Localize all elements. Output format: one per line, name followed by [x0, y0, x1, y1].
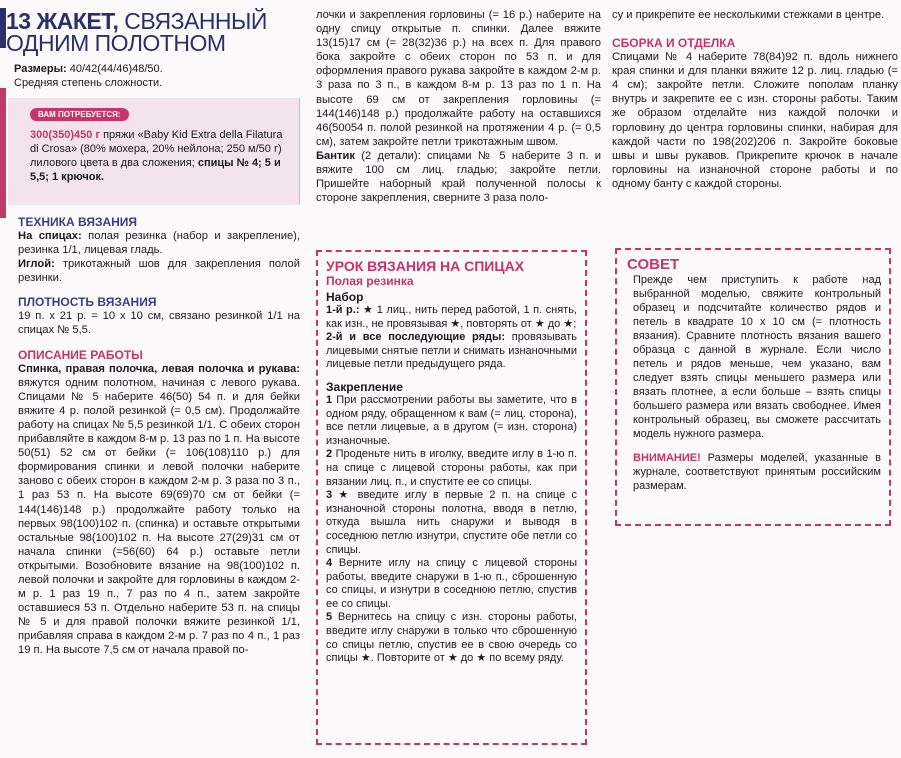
lesson-step-2 [326, 448, 577, 489]
advice-box [615, 248, 891, 526]
sizes-value: 40/42(44/46)48/50. [66, 63, 163, 75]
lesson-subtitle: Полая резинка [326, 274, 414, 288]
step1-text: При рассмотрении работы вы заметите, что в одном ряду, обращенном к вам (= лиц. сторона), все петли лицевые, а в другом (= изн. сторона) изнаночные. [326, 393, 577, 447]
advice-title: СОВЕТ [627, 256, 680, 273]
lesson-step-5 [326, 611, 577, 665]
materials-yarn: пряжи «Baby Kid Extra della Filatura di Crosa» (80% мохера, 20% нейлона; 250 м/50 г) лилового цвета в два сложения; [30, 129, 283, 169]
step-number-1: 1 [326, 393, 333, 406]
lesson-box [316, 250, 587, 745]
step5-text: Вернитесь на спицу с изн. стороны работы, введите иглу снаружи в только что сброшенную со спицы петлю, спустив ее в свою очередь со спицы ★. Повторите от ★ до ★ по всему ряду. [326, 611, 577, 665]
title-bold: ЖАКЕТ, [36, 8, 119, 34]
attention-text [627, 451, 881, 493]
density-heading: ПЛОТНОСТЬ ВЯЗАНИЯ [18, 295, 157, 310]
technique-label-2: Иглой: [18, 258, 55, 271]
decor-bar [0, 88, 6, 218]
row1-label: 1-й р.: [326, 304, 360, 316]
technique-label-1: На спицах: [18, 230, 82, 242]
description-body: вяжутся одним полотном, начиная с левого рукава. Спицами № 5 наберите 46(50) 54 п. и для бейки вяжите 4 р. полой резинкой (= 0,5 см). Продолжайте работу на спицах № 5,5 резинкой 1/1. С обеих сторон прибавляйте в каждом 8-м р. 13 раз по 1 п. На высоте 50(51) 52 см от бейки (= 106(108)110 р.) для формирования спинки и левой полочки наберите заново с обеих сторон в каждом 2-м р. 3 раза по 3 п., 1 раз 53 п. На высоте 69(69)70 см от бейки (= 144(146)148 р.) продолжайте работу только на первых 98(100)102 п. (спинка) и оставьте открытыми остальные 98(100)102 п. На высоте 27(29)31 см от начала спинки (=56(60) 64 р.) оставьте петли открытыми. Возобновите вязание на 98(100)102 п. левой полочки и закройте для горловины в каждом 2-м р. 1 раз 19 п., 7 раз по 4 п., затем закройте оставшиеся 53 п. Отдельно наберите 53 п. на спицы № 5 и для правой полочки вяжите резинкой 1/1, прибавляя справа в каждом 2-м р. 7 раз по 4 п., 1 раз 19 п. На высоте 7,5 см от начала правой по- [18, 376, 300, 657]
description-lead: Спинка, правая полочка, левая полочка и рукава: [18, 362, 300, 375]
technique-text-1 [18, 229, 300, 257]
lesson-row-1 [326, 304, 577, 331]
materials-amount: 300(350)450 г [30, 129, 101, 141]
attention-body: Размеры моделей, указанные в журнале, соответствуют принятым российским размерам. [633, 452, 881, 492]
row2-label: 2-й и все последующие ряды: [326, 331, 506, 344]
difficulty-text: Средняя степень сложности. [14, 77, 163, 89]
lesson-set-label: Набор [326, 290, 364, 304]
advice-text: Прежде чем приступить к работе над выбранной моделью, свяжите контрольный образец и подсчитайте количество рядов и петель в квадрате 10 х 10 см (= плотность вязания). Сравните плотность вязания вашего образца с данной в журнале. Если число петель и рядов меньше, чем указано, вам следует взять спицы меньшего размера или вязать плотнее, а если больше – взять спицы большего размера или вязать свободнее. Имея контрольный образец, вы сможете рассчитать модель нужного размера. [633, 274, 881, 440]
density-text: 19 п. х 21 р. = 10 х 10 см, связано резинкой 1/1 на спицах № 5,5. [18, 310, 300, 337]
step-number-4: 4 [326, 557, 333, 570]
lesson-title: УРОК ВЯЗАНИЯ НА СПИЦАХ [326, 258, 525, 274]
bow-body: (2 детали): спицами № 5 наберите 3 п. и вяжите 100 см лиц. гладью; закройте петли. Пришейте наборный край полученной полосы к стороне закрепления, сверните 3 раза поло- [316, 149, 601, 205]
lesson-row-2 [326, 331, 577, 372]
lesson-step-4 [326, 557, 577, 611]
step2-text: Проденьте нить в иголку, введите иглу в 1-ю п. на спице с лицевой стороны работы, как при вязании лиц. п., и спустите ее со спицы. [326, 448, 577, 488]
description-continued: лочки и закрепления горловины (= 16 р.) наберите на одну спицу открытые п. спинки. Далее вяжите 13(15)17 см (= 28(32)36 р.) на всех п. Для правого бока закройте с обеих сторон по 53 п. и для оформления правого рукава закройте в каждом 2-м р. 3 раза по 3 п., в каждом 8-м р. 13 раз по 1 п. На высоте 69 см от закрепления горловины (= 144(146)148 р.) продолжайте работу на оставшихся 46(50054 п. полой резинкой на протяжении 4 р. (= 0,5 см), затем закройте петли трикотажным швом. [316, 9, 601, 148]
attention-label: ВНИМАНИЕ! [633, 452, 701, 464]
step-number-3: 3 [326, 489, 333, 502]
bow-label: Бантик [316, 149, 355, 162]
technique-value-2: трикотажный шов для закрепления полой резинки. [18, 258, 300, 285]
sizes-label: Размеры: [14, 63, 67, 75]
title-rest: СВЯЗАННЫЙ ОДНИМ ПОЛОТНОМ [6, 8, 267, 56]
column-left [0, 0, 300, 658]
technique-heading: ТЕХНИКА ВЯЗАНИЯ [18, 215, 138, 229]
lesson-fix-label: Закрепление [326, 379, 403, 394]
article-title [0, 0, 300, 54]
sizes-block [14, 62, 300, 90]
materials-needles: спицы № 4; 5 и 5,5; 1 крючок. [30, 157, 281, 183]
technique-value-1: полая резинка (набор и закрепление), резинка 1/1, лицевая гладь. [18, 230, 300, 257]
row1-text: ★ 1 лиц., нить перед работой, 1 п. снять, как изн., не провязывая ★, повторять от ★ до ★; [326, 304, 577, 330]
description-text [18, 362, 300, 658]
article-number: 13 [6, 8, 31, 34]
assembly-heading: СБОРКА И ОТДЕЛКА [612, 36, 736, 51]
step3-text: ★ введите иглу в первые 2 п. на спице с изнаночной стороны полотна, вводя в петлю, откуда вышла нить снаружи и выводя в соседнюю петлю изнутри, спустите обе петли со спицы. [326, 489, 577, 556]
technique-text-2 [18, 257, 300, 285]
lesson-step-3 [326, 489, 577, 557]
materials-text [30, 128, 291, 184]
bow-text-continued: су и прикрепите ее несколькими стежками в центре. [612, 9, 885, 21]
column-middle [316, 0, 601, 205]
materials-badge: ВАМ ПОТРЕБУЕТСЯ: [30, 108, 129, 121]
technique-section [0, 215, 300, 658]
step-number-2: 2 [326, 448, 333, 461]
description-heading: ОПИСАНИЕ РАБОТЫ [18, 347, 143, 362]
bow-text [316, 149, 601, 205]
lesson-step-1 [326, 394, 577, 448]
row2-text: провязывать лицевыми снятые петли и снимать изнаночными лицевые петли предыдущего ряда. [326, 331, 577, 371]
assembly-text: Спицами № 4 наберите 78(84)92 п. вдоль нижнего края спинки и для планки вяжите 12 р. лиц. гладью (= 4 см); закройте петли. Сложите пополам планку внутрь и закрепите ее с изн. стороны работы. Таким же образом отделайте низ каждой полочки и горловину до центра горловины спинки, набирая для каждой части по 198(202)206 п. Закройте боковые швы и швы рукавов. Прикрепите крючок в начале горловины на изнаночной стороне работы и по одному банту с каждой стороны. [612, 51, 898, 190]
step-number-5: 5 [326, 611, 333, 624]
step4-text: Верните иглу на спицу с лицевой стороны работы, введите снаружи в 1-ю п., сброшенную со спицы, и изнутри в соседнюю петлю, спустив ее со спицы. [326, 557, 577, 610]
column-right [612, 0, 898, 191]
materials-box [8, 98, 300, 205]
